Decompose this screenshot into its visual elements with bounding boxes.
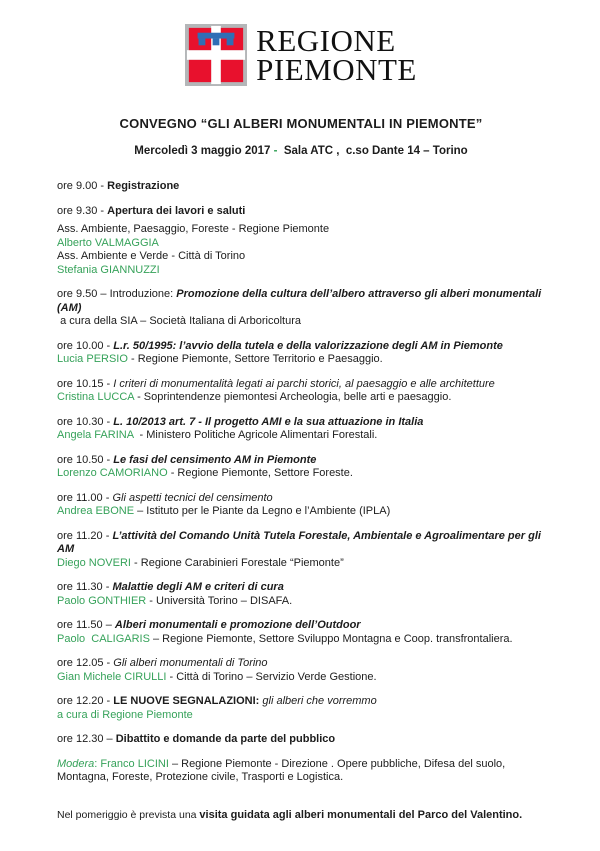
time-label: ore 11.00: [57, 491, 103, 504]
time-label: ore 11.30: [57, 581, 103, 593]
text-segment: -: [103, 453, 114, 466]
text-segment: -: [102, 581, 113, 593]
time-label: ore 12.05: [57, 657, 104, 669]
time-label: ore 11.20: [57, 529, 103, 542]
session-1050: [57, 454, 545, 481]
session-title: Dibattito e domande da parte del pubblico: [115, 733, 336, 745]
session-1015: [57, 378, 545, 405]
opening-speakers: [57, 223, 545, 277]
session-subtitle: gli alberi che vorremmo: [262, 695, 377, 707]
text-segment: :: [94, 757, 101, 770]
speaker-name: Gian Michele CIRULLI: [57, 670, 167, 683]
text-segment: -: [103, 657, 114, 669]
speaker-role: - Regione Carabinieri Forestale “Piemonte”: [130, 556, 344, 569]
time-label: ore 9.50: [57, 288, 98, 300]
wordmark-line-piemonte: PIEMONTE: [256, 52, 417, 87]
date-dash: -: [273, 145, 278, 157]
session-1230: [57, 733, 545, 747]
speaker-role: - Regione Piemonte, Settore Territorio e Paesaggio.: [127, 353, 383, 365]
speaker-role: - Ministero Politiche Agricole Alimentari Forestali.: [133, 429, 378, 441]
speaker-role: Ass. Ambiente e Verde - Città di Torino: [57, 250, 246, 262]
moderator-label: Modera: [57, 757, 95, 770]
time-label: ore 12.30: [57, 733, 104, 745]
text-segment: -: [97, 204, 108, 217]
session-introduction: [57, 288, 545, 329]
logo-wordmark: [256, 23, 417, 87]
speaker-name: Alberto VALMAGGIA: [57, 236, 159, 249]
session-note: a cura della SIA – Società Italiana di Arboricoltura: [57, 315, 301, 327]
date-location-line: [57, 145, 545, 157]
session-1000: [57, 340, 545, 367]
speaker-name: Lucia PERSIO: [57, 353, 128, 365]
speaker-name: Stefania GIANNUZZI: [57, 263, 160, 276]
session-title: Le fasi del censimento AM in Piemonte: [113, 453, 317, 466]
speaker-name: Andrea EBONE: [57, 505, 135, 517]
time-label: ore 10.30: [57, 415, 104, 428]
session-registration: [57, 180, 545, 194]
speaker-role: Ass. Ambiente, Paesaggio, Foreste - Regione Piemonte: [57, 223, 330, 235]
session-title: Gli aspetti tecnici del censimento: [112, 491, 273, 504]
time-label: ore 10.50: [57, 453, 104, 466]
speaker-role: – Istituto per le Piante da Legno e l’Ambiente (IPLA): [134, 505, 391, 517]
session-title: Promozione della cultura dell’albero attraverso gli alberi monumentali (AM): [57, 288, 545, 314]
speaker-name: Angela FARINA: [57, 429, 134, 441]
moderator-line: [57, 758, 545, 785]
regione-piemonte-crest-icon: [185, 24, 247, 86]
event-date: Mercoledì 3 maggio 2017: [134, 145, 274, 157]
speaker-name: Franco LICINI: [100, 757, 169, 770]
speaker-role: - Soprintendenze piemontesi Archeologia, belle arti e paesaggio.: [134, 391, 452, 403]
text-segment: Nel pomeriggio è prevista una: [57, 808, 200, 821]
speaker-name: Cristina LUCCA: [57, 391, 135, 403]
text-segment: -: [102, 491, 113, 504]
text-segment: –: [103, 733, 116, 745]
speaker-name: Paolo CALIGARIS: [57, 632, 150, 645]
session-title: L’attività del Comando Unità Tutela Forestale, Ambientale e Agroalimentare per gli AM: [57, 529, 544, 555]
session-title: Alberi monumentali e promozione dell’Outdoor: [114, 619, 361, 631]
speaker-role: – Regione Piemonte - Direzione . Opere pubbliche, Difesa del suolo, Montagna, Foreste, Protezione civile, Trasporti e Logistica.: [57, 757, 509, 783]
session-1100: [57, 492, 545, 519]
speaker-name: Diego NOVERI: [57, 556, 131, 569]
session-title: Gli alberi monumentali di Torino: [113, 657, 268, 669]
time-label: ore 9.30: [57, 204, 98, 217]
session-1130: [57, 581, 545, 608]
session-title: L. 10/2013 art. 7 - Il progetto AMI e la sua attuazione in Italia: [113, 415, 424, 428]
text-segment: –: [102, 619, 115, 631]
conference-title: CONVEGNO “GLI ALBERI MONUMENTALI IN PIEMONTE”: [119, 116, 483, 131]
speaker-role: – Regione Piemonte, Settore Sviluppo Montagna e Coop. transfrontaliera.: [149, 632, 513, 645]
session-1220: [57, 695, 545, 722]
guided-tour-note: visita guidata agli alberi monumentali del Parco del Valentino.: [199, 808, 523, 821]
text-segment: -: [103, 377, 114, 390]
session-title: L.r. 50/1995: l’avvio della tutela e della valorizzazione degli AM in Piemonte: [113, 339, 503, 352]
session-1030: [57, 416, 545, 443]
speaker-name: Paolo GONTHIER: [57, 594, 147, 607]
time-label: ore 10.15: [57, 377, 104, 390]
session-title: Registrazione: [107, 180, 180, 192]
text-segment: -: [97, 180, 108, 192]
session-1120: [57, 530, 545, 571]
wordmark-line-regione: REGIONE: [256, 23, 396, 58]
header: [57, 24, 545, 86]
text-segment: -: [102, 529, 113, 542]
session-note: a cura di Regione Piemonte: [57, 708, 193, 721]
event-location: Sala ATC , c.so Dante 14 – Torino: [283, 145, 468, 157]
afternoon-note: [57, 809, 545, 823]
session-1150: [57, 619, 545, 646]
session-opening: [57, 205, 545, 219]
time-label: ore 11.50: [57, 619, 103, 631]
session-1205: [57, 657, 545, 684]
session-title: Malattie degli AM e criteri di cura: [112, 581, 284, 593]
time-label: ore 12.20: [57, 695, 104, 707]
session-title: I criteri di monumentalità legati ai parchi storici, al paesaggio e alle architetture: [113, 377, 495, 390]
text-segment: -: [103, 339, 114, 352]
time-label: ore 10.00: [57, 339, 104, 352]
text-segment: -: [103, 415, 114, 428]
session-title: LE NUOVE SEGNALAZIONI:: [113, 695, 263, 707]
time-label: ore 9.00: [57, 180, 98, 192]
text-segment: – Introduzione:: [97, 288, 177, 300]
program-schedule: [57, 180, 545, 822]
speaker-role: - Regione Piemonte, Settore Foreste.: [167, 467, 353, 479]
speaker-name: Lorenzo CAMORIANO: [57, 467, 168, 479]
session-title: Apertura dei lavori e saluti: [107, 204, 246, 217]
text-segment: -: [103, 695, 114, 707]
speaker-role: - Città di Torino – Servizio Verde Gestione.: [166, 670, 377, 683]
speaker-role: - Università Torino – DISAFA.: [146, 594, 293, 607]
